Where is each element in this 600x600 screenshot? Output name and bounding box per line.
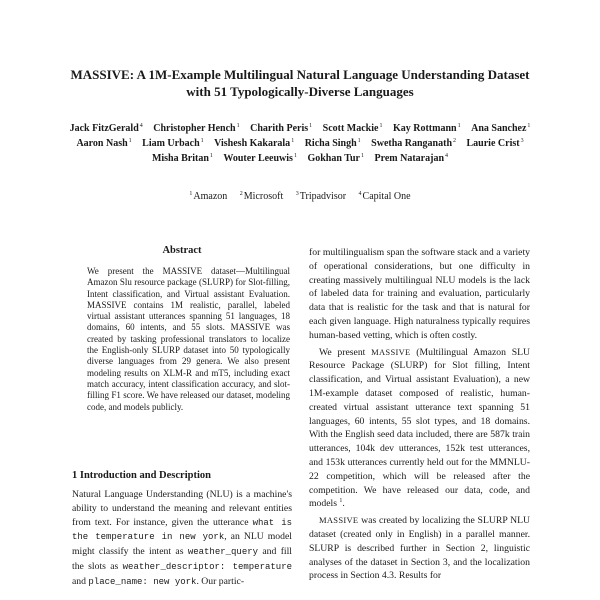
author-name: Aaron Nash$^1$: [76, 137, 132, 150]
author-name: Richa Singh$^1$: [304, 137, 361, 150]
section-heading: 1 Introduction and Description: [72, 470, 211, 481]
paragraph: [309, 346, 530, 512]
affiliation-marker: 1: [293, 153, 297, 160]
affiliation-list: [60, 190, 540, 204]
intro-paragraph: [72, 488, 292, 590]
author-name: Vishesh Kakarala$^1$: [214, 137, 295, 150]
paragraph-text: (Multilingual Amazon SLU Resource Package (SLURP) for Slot filling, Intent classification, and Virtual assistant Evaluation), a new 1M-example dataset composed of realistic, human-created virtual assistant utterance text spanning 51 languages, 60 intents, 55 slot types, and 18 domains. With the English seed data included, there are 587k train utterances, 104k dev utterances, 152k test utterances, and 153k utterances currently held out for the MMNLU-22 competition, which will be released after the competition. We have released our data, code, and models: [309, 346, 530, 510]
affiliation: $^3$Tripadvisor: [295, 190, 347, 202]
affiliation-marker: 2: [453, 137, 457, 144]
affiliation: $^1$Amazon: [189, 190, 228, 202]
abstract-heading: Abstract: [162, 245, 202, 256]
paper-title: MASSIVE: A 1M-Example Multilingual Natural Language Understanding Dataset with 51 Typologically-Diverse Languages: [70, 67, 530, 99]
paragraph-text: We present: [319, 346, 372, 358]
abstract-text: We present the MASSIVE dataset—Multilingual Amazon Slu resource package (SLURP) for Slot-filling, Intent classification, and Virtual assistant Evaluation. MASSIVE contains 1M realistic, parallel, labeled virtual assistant utterances spanning 51 languages, 18 domains, 60 intents, and 55 slots. MASSIVE was created by tasking professional translators to localize the English-only SLURP dataset into 50 typologically diverse languages from 29 genera. We also present modeling results on XLM-R and mT5, including exact match accuracy, intent classification accuracy, and slot-filling F1 score. We have released our dataset, modeling code, and models publicly.: [87, 266, 290, 412]
author-name: Laurie Crist$^3$: [466, 137, 524, 150]
affiliation-marker: 1: [309, 122, 313, 129]
paragraph: [309, 514, 530, 583]
affiliation: $^2$Microsoft: [239, 190, 284, 202]
intro-text: , an NLU model might classify the intent as: [72, 531, 292, 558]
code-intent: weather_query: [187, 547, 259, 558]
affiliation-marker: 1: [379, 122, 383, 129]
footnote-marker[interactable]: 1: [339, 498, 343, 505]
intro-text: . Our partic-: [196, 575, 245, 587]
author-name: Scott Mackie$^1$: [322, 122, 383, 134]
paragraph-text: .: [342, 498, 345, 510]
affiliation-marker: 4: [445, 153, 449, 160]
dataset-name: MASSIVE: [371, 346, 411, 357]
intro-text: and fill the slots as: [72, 546, 292, 572]
author-name: Gokhan Tur$^1$: [307, 153, 364, 165]
affiliation-marker: 1: [128, 137, 132, 144]
author-name: Kay Rottmann$^1$: [392, 122, 461, 134]
affiliation-marker: 1: [357, 137, 361, 144]
dataset-name: MASSIVE: [319, 515, 359, 526]
intro-text: and: [72, 575, 89, 587]
code-utterance: what is the temperature in new york: [72, 517, 292, 543]
code-slot: place_name: new york: [88, 576, 197, 587]
affiliation: $^4$Capital One: [358, 190, 411, 202]
author-name: Liam Urbach$^1$: [142, 137, 204, 150]
affiliation-marker: 1: [457, 122, 461, 129]
author-name: Charith Peris$^1$: [250, 122, 313, 134]
author-name: Prem Natarajan$^4$: [374, 153, 449, 165]
author-name: Wouter Leeuwis$^1$: [223, 153, 297, 165]
paragraph: for multilingualism span the software stack and a variety of operational considerations, but one difficulty in creating massively multilingual NLU models is the lack of labeled data for training and evaluation, particularly data that is realistic for the task and that is natural for each given language. High naturalness typically requires human-based vetting, which is often costly.: [309, 247, 530, 341]
author-name: Ana Sanchez$^1$: [471, 122, 531, 134]
affiliation-marker: 3: [520, 137, 524, 144]
affiliation-marker: 1: [200, 137, 204, 144]
code-slot: weather_descriptor: temperature: [122, 561, 292, 572]
author-name: Jack FitzGerald$^4$: [69, 122, 143, 134]
intro-text: Natural Language Understanding (NLU) is a machine's ability to understand the meaning and relevant entities from text. For instance, given the utterance: [72, 489, 292, 528]
affiliation-marker: 4: [139, 122, 143, 129]
affiliation-marker: 1: [291, 137, 295, 144]
affiliation-marker: 1: [209, 153, 213, 160]
affiliation-marker: 1: [527, 122, 531, 129]
affiliation-marker: 1: [236, 122, 240, 129]
author-name: Christopher Hench$^1$: [153, 122, 240, 134]
author-name: Misha Britan$^1$: [151, 153, 213, 165]
right-column: [309, 246, 530, 583]
paragraph-text: was created by localizing the SLURP NLU dataset (created only in English) in a parallel manner. SLURP is described further in Section 2, linguistic analyses of the dataset in Section 3, and the localization process in Section 4.3. Results for: [309, 515, 530, 582]
author-name: Swetha Ranganath$^2$: [371, 137, 457, 150]
affiliation-marker: 1: [361, 153, 364, 160]
author-list: [60, 121, 540, 167]
